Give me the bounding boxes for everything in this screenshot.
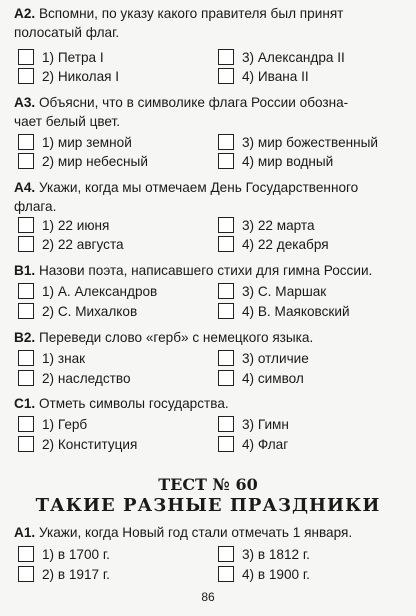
option-checkbox[interactable] — [18, 566, 110, 582]
checkbox-icon[interactable] — [218, 566, 234, 582]
option-label: 1) Петра I — [42, 49, 104, 65]
checkbox-icon[interactable] — [18, 566, 34, 582]
checkbox-icon[interactable] — [18, 49, 34, 65]
option-checkbox[interactable] — [218, 546, 310, 562]
question-c1 — [14, 394, 406, 413]
option-label: 1) 22 июня — [42, 217, 110, 233]
option-label: 2) 22 августа — [42, 236, 124, 252]
checkbox-icon[interactable] — [218, 283, 234, 299]
checkbox-icon[interactable] — [218, 236, 234, 252]
question-code: В1. — [14, 263, 36, 278]
option-checkbox[interactable] — [218, 283, 326, 299]
option-label: 4) мир водный — [242, 153, 334, 169]
question-text-cont: полосатый флаг. — [14, 25, 120, 40]
checkbox-icon[interactable] — [18, 436, 34, 452]
option-label: 2) в 1917 г. — [42, 566, 110, 582]
option-checkbox[interactable] — [218, 350, 309, 366]
question-code: С1. — [14, 396, 36, 411]
checkbox-icon[interactable] — [218, 68, 234, 84]
question-text: Переведи слово «герб» с немецкого языка. — [38, 330, 314, 345]
option-label: 2) наследство — [42, 370, 131, 386]
question-code: В2. — [14, 330, 36, 345]
option-checkbox[interactable] — [218, 153, 333, 169]
question-text: Отметь символы государства. — [38, 396, 229, 411]
checkbox-icon[interactable] — [18, 350, 34, 366]
option-checkbox[interactable] — [18, 236, 124, 252]
checkbox-icon[interactable] — [18, 236, 34, 252]
option-label: 1) мир земной — [42, 134, 132, 150]
checkbox-icon[interactable] — [18, 217, 34, 233]
test-number: ТЕСТ № 60 — [158, 475, 258, 494]
option-label: 1) знак — [42, 350, 86, 366]
option-checkbox[interactable] — [18, 350, 85, 366]
option-checkbox[interactable] — [18, 134, 132, 150]
question-code: А1. — [14, 525, 36, 540]
test-title: ТАКИЕ РАЗНЫЕ ПРАЗДНИКИ — [35, 495, 381, 516]
option-checkbox[interactable] — [218, 303, 350, 319]
option-label: 4) 22 декабря — [242, 236, 329, 252]
option-checkbox[interactable] — [18, 283, 157, 299]
option-label: 3) отличие — [242, 350, 309, 366]
checkbox-icon[interactable] — [18, 283, 34, 299]
question-text: Объясни, что в символике флага России обозна- — [38, 95, 349, 110]
option-checkbox[interactable] — [218, 49, 345, 65]
option-checkbox[interactable] — [18, 153, 148, 169]
checkbox-icon[interactable] — [218, 217, 234, 233]
question-text: Укажи, когда мы отмечаем День Государственного — [38, 180, 359, 195]
option-label: 2) Конституция — [42, 436, 138, 452]
option-checkbox[interactable] — [18, 436, 137, 452]
option-label: 2) Николая I — [42, 68, 120, 84]
option-label: 4) в 1900 г. — [242, 566, 310, 582]
question-code: А4. — [14, 180, 36, 195]
option-checkbox[interactable] — [218, 566, 310, 582]
option-checkbox[interactable] — [18, 49, 104, 65]
option-label: 3) С. Маршак — [242, 283, 327, 299]
question-text: Назови поэта, написавшего стихи для гимна России. — [38, 263, 373, 278]
option-checkbox[interactable] — [18, 68, 119, 84]
question-a1 — [14, 523, 406, 542]
option-label: 4) Ивана II — [242, 68, 309, 84]
checkbox-icon[interactable] — [18, 134, 34, 150]
option-label: 4) символ — [242, 370, 304, 386]
checkbox-icon[interactable] — [218, 370, 234, 386]
question-code: А3. — [14, 95, 36, 110]
option-checkbox[interactable] — [18, 416, 87, 432]
option-label: 2) мир небесный — [42, 153, 148, 169]
checkbox-icon[interactable] — [218, 546, 234, 562]
checkbox-icon[interactable] — [18, 303, 34, 319]
checkbox-icon[interactable] — [218, 303, 234, 319]
option-checkbox[interactable] — [218, 68, 309, 84]
option-checkbox[interactable] — [218, 134, 378, 150]
checkbox-icon[interactable] — [218, 153, 234, 169]
checkbox-icon[interactable] — [218, 436, 234, 452]
question-a2 — [14, 4, 406, 42]
question-text: Укажи, когда Новый год стали отмечать 1 января. — [38, 525, 353, 540]
option-label: 1) Герб — [42, 416, 88, 432]
option-label: 3) мир божественный — [242, 134, 379, 150]
checkbox-icon[interactable] — [218, 49, 234, 65]
question-a3 — [14, 93, 406, 131]
option-label: 4) В. Маяковский — [242, 303, 350, 319]
option-checkbox[interactable] — [218, 436, 288, 452]
option-label: 3) в 1812 г. — [242, 546, 310, 562]
option-label: 1) А. Александров — [42, 283, 158, 299]
option-checkbox[interactable] — [18, 217, 109, 233]
question-b2 — [14, 328, 406, 347]
checkbox-icon[interactable] — [18, 370, 34, 386]
question-code: А2. — [14, 6, 36, 21]
page-number: 86 — [201, 590, 215, 604]
option-label: 2) С. Михалков — [42, 303, 138, 319]
checkbox-icon[interactable] — [18, 416, 34, 432]
checkbox-icon[interactable] — [218, 134, 234, 150]
option-checkbox[interactable] — [18, 370, 131, 386]
option-label: 3) Гимн — [242, 416, 289, 432]
question-a4 — [14, 178, 406, 216]
checkbox-icon[interactable] — [218, 416, 234, 432]
option-checkbox[interactable] — [218, 236, 329, 252]
option-label: 3) 22 марта — [242, 217, 315, 233]
option-label: 4) Флаг — [242, 436, 289, 452]
question-b1 — [14, 261, 406, 280]
option-label: 1) в 1700 г. — [42, 546, 110, 562]
option-checkbox[interactable] — [218, 370, 304, 386]
question-text-cont: флага. — [14, 199, 57, 214]
checkbox-icon[interactable] — [218, 350, 234, 366]
option-checkbox[interactable] — [218, 217, 315, 233]
option-checkbox[interactable] — [18, 546, 110, 562]
checkbox-icon[interactable] — [18, 546, 34, 562]
question-text: Вспомни, по указу какого правителя был принят — [38, 6, 344, 21]
option-checkbox[interactable] — [218, 416, 289, 432]
checkbox-icon[interactable] — [18, 68, 34, 84]
question-text-cont: чает белый цвет. — [14, 114, 121, 129]
checkbox-icon[interactable] — [18, 153, 34, 169]
option-checkbox[interactable] — [18, 303, 137, 319]
option-label: 3) Александра II — [242, 49, 345, 65]
